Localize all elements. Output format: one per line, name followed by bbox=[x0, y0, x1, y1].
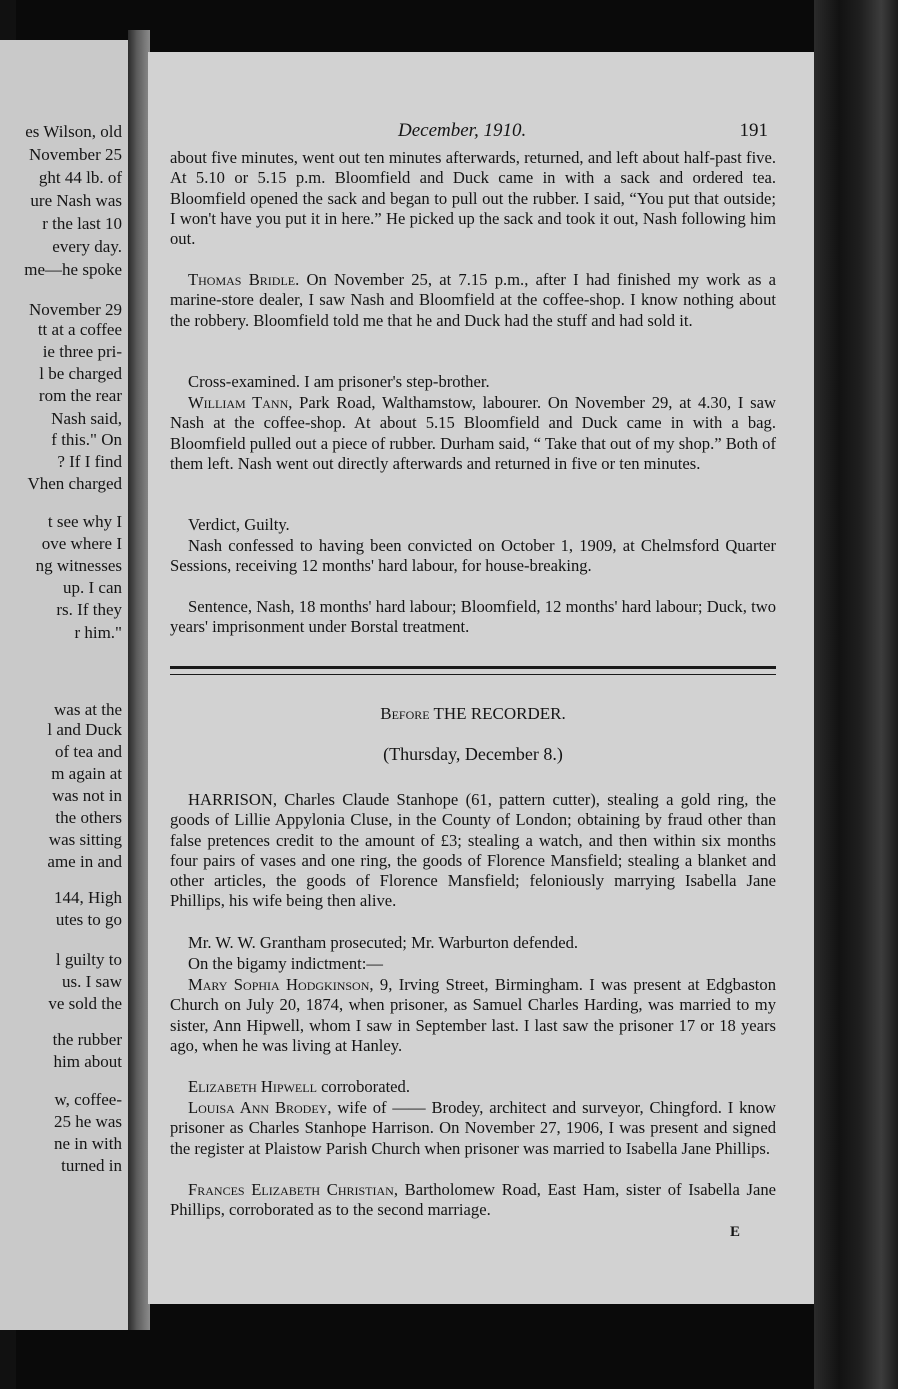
left-page-line: 144, High bbox=[54, 888, 122, 907]
running-head: December, 1910. bbox=[398, 120, 527, 141]
left-page-line: was sitting bbox=[48, 830, 122, 849]
left-page-line: ght 44 lb. of bbox=[38, 168, 122, 187]
witness-name: Frances Elizabeth Christian, bbox=[188, 1180, 398, 1199]
testimony-mary-hodgkinson bbox=[170, 975, 776, 1056]
testimony-text: corroborated. bbox=[316, 1077, 410, 1096]
section-rule-thick bbox=[170, 666, 776, 669]
left-page-line: w, coffee- bbox=[54, 1090, 122, 1109]
section-heading-title: THE RECORDER. bbox=[429, 704, 566, 723]
left-page-line: me—he spoke bbox=[24, 260, 122, 279]
left-page-line: ve sold the bbox=[48, 994, 122, 1013]
witness-name: Louisa Ann Brodey, bbox=[188, 1098, 332, 1117]
left-page-line: es Wilson, old bbox=[25, 122, 122, 141]
left-page-line: up. I can bbox=[62, 578, 122, 597]
left-page-line: every day. bbox=[52, 237, 122, 256]
testimony-text: Bartholomew Road, East Ham, sister of Isabella Jane Phillips, corroborated as to the second marriage. bbox=[170, 1180, 777, 1220]
left-page-line: ie three pri- bbox=[42, 342, 122, 361]
bigamy-indictment: On the bigamy indictment:— bbox=[188, 954, 383, 973]
left-page-line: f this." On bbox=[51, 430, 122, 449]
left-page-line: of tea and bbox=[54, 742, 122, 761]
testimony-frances-christian bbox=[170, 1180, 776, 1221]
testimony-text: 9, Irving Street, Birmingham. I was present at Edgbaston Church on July 20, 1874, when prisoner, as Samuel Charles Harding, was married to my sister, Ann Hipwell, whom I saw in September last. I last saw the prisoner 17 or 18 years ago, when he was living at Hanley. bbox=[170, 975, 776, 1055]
indictment-harrison: HARRISON, Charles Claude Stanhope (61, pattern cutter), stealing a gold ring, the goods of Lillie Appylonia Cluse, in the County of London; obtaining by fraud other than false pretences credit to the amount of £3; stealing a watch, and then within six months four pairs of vases and one ring, the goods of Florence Mansfield; stealing a blanket and other articles, the goods of Florence Mansfield; feloniously marrying Isabella Jane Phillips, his wife being then alive. bbox=[170, 790, 776, 911]
testimony-william-tann bbox=[170, 393, 776, 474]
testimony-text: Park Road, Walthamstow, labourer. On November 29, at 4.30, I saw Nash at the coffee-shop. At about 5.15 Bloomfield and Duck came in with a bag. Bloomfield pulled out a piece of rubber. Durham said, “ Take that out of my shop.” Both of them left. Nash went out directly afterwards and returned in five or ten minutes. bbox=[170, 393, 776, 473]
left-page-line: t see why I bbox=[47, 512, 122, 531]
witness-name: Mary Sophia Hodgkinson, bbox=[188, 975, 374, 994]
left-page-line: rom the rear bbox=[38, 386, 122, 405]
witness-name: Thomas Bridle. bbox=[188, 270, 300, 289]
left-page-line: November 29 bbox=[28, 300, 122, 319]
left-page-line: ? If I find bbox=[57, 452, 122, 471]
sentence: Sentence, Nash, 18 months' hard labour; Bloomfield, 12 months' hard labour; Duck, two years' imprisonment under Borstal treatment. bbox=[170, 597, 776, 637]
prior-conviction: Nash confessed to having been convicted on October 1, 1909, at Chelmsford Quarter Sessions, receiving 12 months' hard labour, for house-breaking. bbox=[170, 536, 776, 576]
testimony-elizabeth-hipwell bbox=[170, 1077, 776, 1097]
left-page-line: ne in with bbox=[54, 1134, 122, 1153]
left-page-fragment bbox=[0, 40, 131, 1330]
left-page-line: ng witnesses bbox=[35, 556, 122, 575]
left-page-line: him about bbox=[53, 1052, 122, 1071]
running-header bbox=[170, 120, 780, 144]
left-page-line: rs. If they bbox=[56, 600, 122, 619]
left-page-line: the others bbox=[55, 808, 122, 827]
testimony-text: On November 25, at 7.15 p.m., after I had finished my work as a marine-store dealer, I saw Nash and Bloomfield at the coffee-shop. I know nothing about the robbery. Bloomfield told me that he and Duck had the stuff and had sold it. bbox=[170, 270, 776, 330]
testimony-text: wife of —— Brodey, architect and surveyor, Chingford. I know prisoner as Charles Stanhope Harrison. On November 27, 1906, I was present and signed the register at Plaistow Parish Church when prisoner was married to Isabella Jane Phillips. bbox=[170, 1098, 776, 1158]
counsel: Mr. W. W. Grantham prosecuted; Mr. Warburton defended. bbox=[188, 933, 579, 952]
left-page-line: tt at a coffee bbox=[37, 320, 122, 339]
left-page-line: was at the bbox=[54, 700, 122, 719]
left-page-line: the rubber bbox=[52, 1030, 122, 1049]
left-page-line: r him." bbox=[74, 623, 122, 642]
section-heading-prefix: Before bbox=[380, 704, 430, 723]
left-page-line: was not in bbox=[52, 786, 122, 805]
left-page-line: us. I saw bbox=[62, 972, 122, 991]
sitting-date: (Thursday, December 8.) bbox=[383, 744, 563, 764]
left-page-line: turned in bbox=[61, 1156, 122, 1175]
left-page-line: 25 he was bbox=[54, 1112, 122, 1131]
cross-examination: Cross-examined. I am prisoner's step-brother. bbox=[188, 372, 490, 391]
testimony-thomas-bridle bbox=[170, 270, 776, 331]
left-page-line: ame in and bbox=[47, 852, 122, 871]
left-page-line: l and Duck bbox=[47, 720, 122, 739]
left-page-line: Nash said, bbox=[51, 409, 122, 428]
section-heading bbox=[170, 704, 776, 724]
left-page-line: r the last 10 bbox=[42, 214, 122, 233]
book-gutter bbox=[128, 30, 150, 1330]
signature-mark: E bbox=[729, 1224, 740, 1240]
left-page-line: ure Nash was bbox=[30, 191, 122, 210]
testimony-louisa-brodey bbox=[170, 1098, 776, 1159]
left-page-line: Vhen charged bbox=[27, 474, 122, 493]
left-page-line: November 25 bbox=[28, 145, 122, 164]
left-page-line: m again at bbox=[51, 764, 122, 783]
main-page bbox=[148, 52, 814, 1304]
paragraph-continuation: about five minutes, went out ten minutes afterwards, returned, and left about half-past five. At 5.10 or 5.15 p.m. Bloomfield and Duck came in with a sack and ordered tea. Bloomfield opened the sack and began to pull out the rubber. I said, “You put that outside; I won't have you put it in here.” He picked up the sack and took it out, Nash following him out. bbox=[170, 148, 776, 249]
verdict: Verdict, Guilty. bbox=[188, 515, 290, 534]
scan-border-right bbox=[814, 0, 898, 1389]
witness-name: William Tann, bbox=[188, 393, 293, 412]
page-number: 191 bbox=[739, 120, 768, 141]
left-page-line: l be charged bbox=[39, 364, 122, 383]
left-page-line: utes to go bbox=[55, 910, 122, 929]
left-page-line: ove where I bbox=[41, 534, 122, 553]
left-page-line: l guilty to bbox=[55, 950, 122, 969]
section-rule-thin bbox=[170, 674, 776, 675]
witness-name: Elizabeth Hipwell bbox=[188, 1077, 317, 1096]
